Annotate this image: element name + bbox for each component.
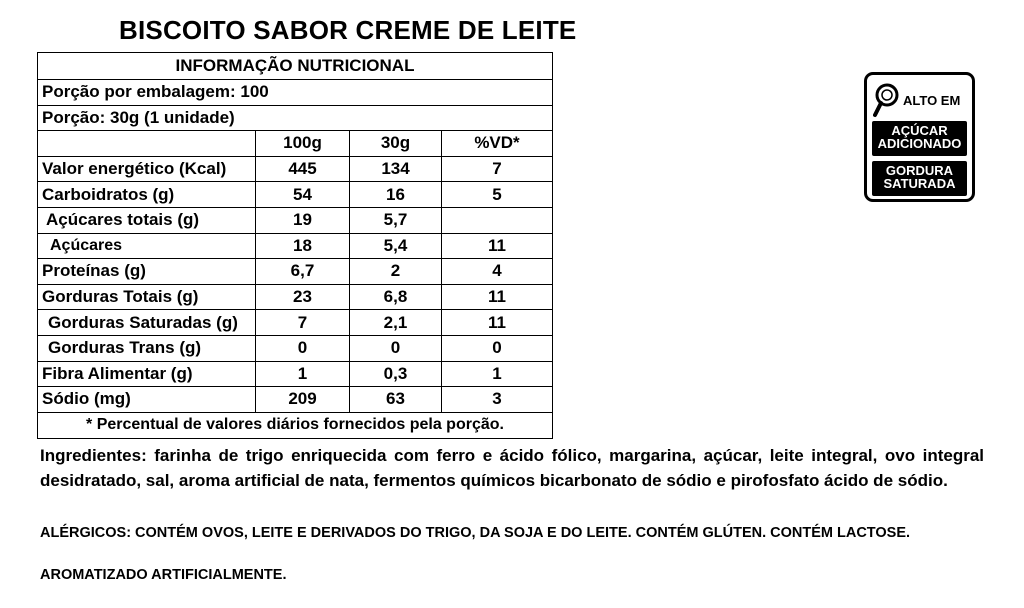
row-value-vd: 3	[442, 387, 553, 413]
table-row	[38, 207, 553, 233]
table-header: INFORMAÇÃO NUTRICIONAL	[38, 53, 553, 80]
magnifier-icon	[873, 81, 903, 119]
col-vd: %VD*	[442, 131, 553, 157]
footnote-row	[38, 412, 553, 438]
row-label: Açúcares totais (g)	[38, 207, 256, 233]
row-value-100g: 23	[256, 284, 350, 310]
row-value-30g: 0	[350, 335, 442, 361]
acucar-adicionado-box	[872, 121, 967, 156]
warning-badge	[864, 72, 975, 202]
flavoring-text: AROMATIZADO ARTIFICIALMENTE.	[40, 567, 287, 583]
table-row	[38, 156, 553, 182]
row-value-100g: 54	[256, 182, 350, 208]
table-row	[38, 233, 553, 259]
alto-em-label: ALTO EM	[903, 93, 961, 108]
gordura-saturada-box	[872, 161, 967, 196]
row-value-vd: 7	[442, 156, 553, 182]
row-value-vd: 0	[442, 335, 553, 361]
row-label: Proteínas (g)	[38, 259, 256, 285]
row-label: Gorduras Saturadas (g)	[38, 310, 256, 336]
row-value-100g: 18	[256, 233, 350, 259]
row-value-vd: 11	[442, 233, 553, 259]
row-label: Valor energético (Kcal)	[38, 156, 256, 182]
row-value-100g: 1	[256, 361, 350, 387]
row-value-30g: 2,1	[350, 310, 442, 336]
row-value-100g: 209	[256, 387, 350, 413]
row-label: Açúcares	[38, 233, 256, 259]
col-30g: 30g	[350, 131, 442, 157]
row-value-vd: 11	[442, 310, 553, 336]
row-value-vd: 4	[442, 259, 553, 285]
ingredients-text: Ingredientes: farinha de trigo enriquecida com ferro e ácido fólico, margarina, açúcar, leite integral, ovo integral desidratado, sal, aroma artificial de nata, fermentos químicos bicarbonato de sódio e pirofosfato ácido de sódio.	[40, 446, 984, 490]
table-row	[38, 387, 553, 413]
serving-size-row	[38, 105, 553, 131]
row-label: Sódio (mg)	[38, 387, 256, 413]
row-value-30g: 134	[350, 156, 442, 182]
row-value-vd: 5	[442, 182, 553, 208]
acucar-line: AÇÚCAR	[891, 123, 948, 138]
table-row	[38, 182, 553, 208]
product-title: BISCOITO SABOR CREME DE LEITE	[119, 15, 577, 45]
nutrition-table	[37, 52, 553, 439]
row-value-100g: 445	[256, 156, 350, 182]
serving-size: Porção: 30g (1 unidade)	[38, 105, 553, 131]
row-value-30g: 5,7	[350, 207, 442, 233]
row-value-100g: 19	[256, 207, 350, 233]
row-value-30g: 2	[350, 259, 442, 285]
saturada-line: SATURADA	[883, 176, 956, 191]
row-value-100g: 0	[256, 335, 350, 361]
table-row	[38, 310, 553, 336]
serving-per-package: Porção por embalagem: 100	[38, 80, 553, 106]
column-header-row	[38, 131, 553, 157]
row-label: Fibra Alimentar (g)	[38, 361, 256, 387]
row-value-30g: 0,3	[350, 361, 442, 387]
serving-per-package-row	[38, 80, 553, 106]
row-value-100g: 6,7	[256, 259, 350, 285]
row-label: Gorduras Totais (g)	[38, 284, 256, 310]
footnote: * Percentual de valores diários fornecidos pela porção.	[38, 412, 553, 438]
row-value-30g: 63	[350, 387, 442, 413]
row-value-30g: 6,8	[350, 284, 442, 310]
row-value-30g: 5,4	[350, 233, 442, 259]
row-value-vd: 11	[442, 284, 553, 310]
row-value-100g: 7	[256, 310, 350, 336]
gordura-line: GORDURA	[885, 163, 954, 178]
adicionado-line: ADICIONADO	[877, 136, 962, 151]
table-row	[38, 361, 553, 387]
blank-header-cell	[38, 131, 256, 157]
table-header-row	[38, 53, 553, 80]
col-100g: 100g	[256, 131, 350, 157]
allergens-text: ALÉRGICOS: CONTÉM OVOS, LEITE E DERIVADOS DO TRIGO, DA SOJA E DO LEITE. CONTÉM GLÚTEN. CONTÉM LACTOSE.	[40, 525, 911, 541]
row-value-vd	[442, 207, 553, 233]
row-value-vd: 1	[442, 361, 553, 387]
table-row	[38, 284, 553, 310]
row-value-30g: 16	[350, 182, 442, 208]
table-row	[38, 335, 553, 361]
table-row	[38, 259, 553, 285]
row-label: Gorduras Trans (g)	[38, 335, 256, 361]
row-label: Carboidratos (g)	[38, 182, 256, 208]
badge-header	[873, 81, 969, 119]
